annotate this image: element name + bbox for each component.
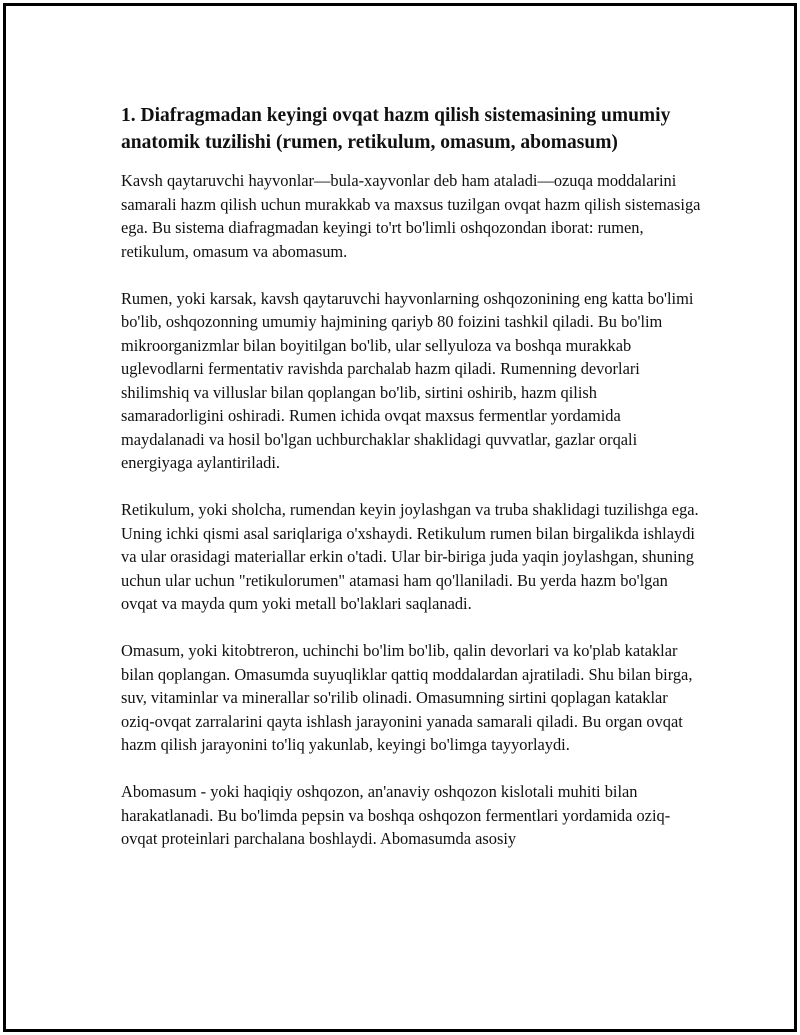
document-body [121, 102, 701, 874]
paragraph-retikulum: Retikulum, yoki sholcha, rumendan keyin joylashgan va truba shaklidagi tuzilishga ega. Uning ichki qismi asal sariqlariga o'xshaydi. Retikulum rumen bilan birgalikda ishlaydi va ular orasidagi materiallar erkin o'tadi. Ular bir-biriga juda yaqin joylashgan, shuning uchun ular uchun "retikulorumen" atamasi ham qo'llaniladi. Bu yerda hazm bo'lgan ovqat va mayda qum yoki metall bo'laklari saqlanadi. [121, 500, 699, 613]
paragraph-omasum: Omasum, yoki kitobtreron, uchinchi bo'lim bo'lib, qalin devorlari va ko'plab kataklar bilan qoplangan. Omasumda suyuqliklar qattiq moddalardan ajratiladi. Shu bilan birga, suv, vitaminlar va minerallar so'rilib olinadi. Omasumning sirtini qoplagan kataklar oziq-ovqat zarralarini qayta ishlash jarayonini yanada samarali qiladi. Bu organ ovqat hazm qilish jarayonini to'liq yakunlab, keyingi bo'limga tayyorlaydi. [121, 641, 693, 754]
paragraph-intro: Kavsh qaytaruvchi hayvonlar—bula-xayvonlar deb ham ataladi—ozuqa moddalarini samarali hazm qilish uchun murakkab va maxsus tuzilgan ovqat hazm qilish sistemasiga ega. Bu sistema diafragmadan keyingi to'rt bo'limli oshqozondan iborat: rumen, retikulum, omasum va abomasum. [121, 171, 701, 261]
paragraph-rumen: Rumen, yoki karsak, kavsh qaytaruvchi hayvonlarning oshqozonining eng katta bo'limi bo'lib, oshqozonning umumiy hajmining qariyb 80 foizini tashkil qiladi. Bu bo'lim mikroorganizmlar bilan boyitilgan bo'lib, ular sellyuloza va boshqa murakkab uglevodlarni fermentativ ravishda parchalab hazm qiladi. Rumenning devorlari shilimshiq va villuslar bilan qoplangan bo'lib, sirtini oshirib, hazm qilish samaradorligini oshiradi. Rumen ichida ovqat maxsus fermentlar yordamida maydalanadi va hosil bo'lgan uchburchaklar shaklidagi quvvatlar, gazlar orqali energiyaga aylantiriladi. [121, 288, 694, 472]
paragraph-abomasum: Abomasum - yoki haqiqiy oshqozon, an'anaviy oshqozon kislotali muhiti bilan harakatlanadi. Bu bo'limda pepsin va boshqa oshqozon fermentlari yordamida oziq-ovqat proteinlari parchalana boshlaydi. Abomasumda asosiy [121, 782, 671, 848]
section-heading: 1. Diafragmadan keyingi ovqat hazm qilish sistemasining umumiy anatomik tuzilishi (rumen, retikulum, omasum, abomasum) [121, 105, 671, 153]
page-frame [3, 3, 797, 1032]
